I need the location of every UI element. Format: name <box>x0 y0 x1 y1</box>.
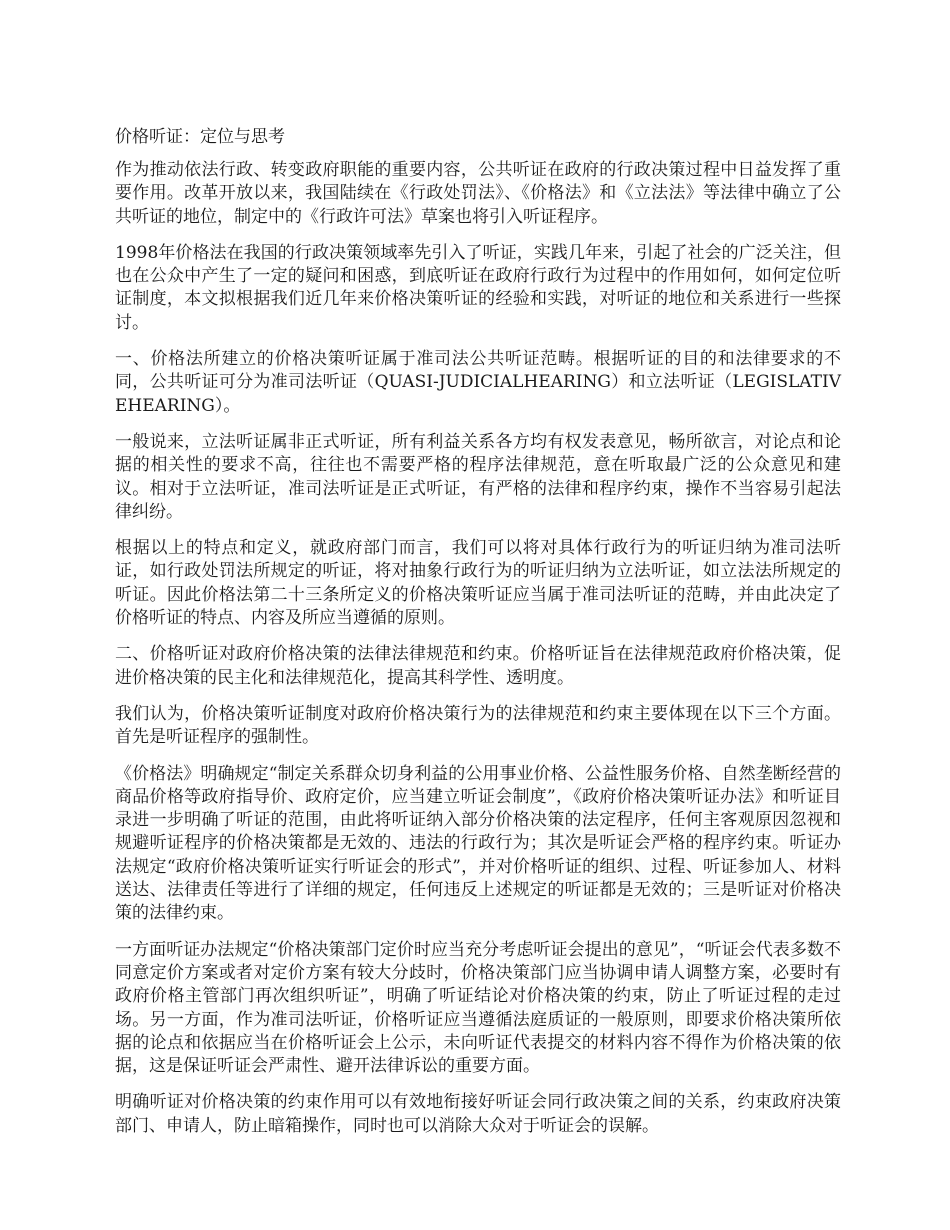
paragraph-4: 一般说来，立法听证属非正式听证，所有利益关系各方均有权发表意见，畅所欲言，对论点和论据的相关性的要求不高，往往也不需要严格的程序法律规范，意在听取最广泛的公众意见和建议。相对于立法听证，准司法听证是正式听证，有严格的法律和程序约束，操作不当容易引起法律纠纷。 <box>115 431 841 522</box>
paragraph-3: 一、价格法所建立的价格决策听证属于准司法公共听证范畴。根据听证的目的和法律要求的不同，公共听证可分为准司法听证（QUASI-JUDICIALHEARING）和立法听证（LEGISLATIVEHEARING）。 <box>115 349 841 416</box>
paragraph-9: 一方面听证办法规定“价格决策部门定价时应当充分考虑听证会提出的意见”，“听证会代表多数不同意定价方案或者对定价方案有较大分歧时，价格决策部门应当协调申请人调整方案，必要时有政府价格主管部门再次组织听证”，明确了听证结论对价格决策的约束，防止了听证过程的走过场。另一方面，作为准司法听证，价格听证应当遵循法庭质证的一般原则，即要求价格决策所依据的论点和依据应当在价格听证会上公示，未向听证代表提交的材料内容不得作为价格决策的依据，这是保证听证会严肃性、避开法律诉讼的重要方面。 <box>115 939 841 1077</box>
paragraph-7: 我们认为，价格决策听证制度对政府价格决策行为的法律规范和约束主要体现在以下三个方面。首先是听证程序的强制性。 <box>115 703 841 748</box>
document-title: 价格听证：定位与思考 <box>115 127 285 147</box>
paragraph-1: 作为推动依法行政、转变政府职能的重要内容，公共听证在政府的行政决策过程中日益发挥了重要作用。改革开放以来，我国陆续在《行政处罚法》、《价格法》和《立法法》等法律中确立了公共听证的地位，制定中的《行政许可法》草案也将引入听证程序。 <box>115 160 841 227</box>
paragraph-5: 根据以上的特点和定义，就政府部门而言，我们可以将对具体行政行为的听证归纳为准司法听证，如行政处罚法所规定的听证，将对抽象行政行为的听证归纳为立法听证，如立法法所规定的听证。因此价格法第二十三条所定义的价格决策听证应当属于准司法听证的范畴，并由此决定了价格听证的特点、内容及所应当遵循的原则。 <box>115 538 841 629</box>
paragraph-8: 《价格法》明确规定“制定关系群众切身利益的公用事业价格、公益性服务价格、自然垄断经营的商品价格等政府指导价、政府定价，应当建立听证会制度”，《政府价格决策听证办法》和听证目录进一步明确了听证的范围，由此将听证纳入部分价格决策的法定程序，任何主客观原因忽视和规避听证程序的价格决策都是无效的、违法的行政行为；其次是听证会严格的程序约束。听证办法规定“政府价格决策听证实行听证会的形式”，并对价格听证的组织、过程、听证参加人、材料送达、法律责任等进行了详细的规定，任何违反上述规定的听证都是无效的；三是听证对价格决策的法律约束。 <box>115 763 841 924</box>
paragraph-10: 明确听证对价格决策的约束作用可以有效地衔接好听证会同行政决策之间的关系，约束政府决策部门、申请人，防止暗箱操作，同时也可以消除大众对于听证会的误解。 <box>115 1092 841 1136</box>
paragraph-2: 1998年价格法在我国的行政决策领域率先引入了听证，实践几年来，引起了社会的广泛关注，但也在公众中产生了一定的疑问和困惑，到底听证在政府行政行为过程中的作用如何，如何定位听证制度，本文拟根据我们近几年来价格决策听证的经验和实践，对听证的地位和关系进行一些探讨。 <box>115 242 841 333</box>
paragraph-6: 二、价格听证对政府价格决策的法律法律规范和约束。价格听证旨在法律规范政府价格决策，促进价格决策的民主化和法律规范化，提高其科学性、透明度。 <box>115 644 841 688</box>
document-body <box>115 125 841 1151</box>
